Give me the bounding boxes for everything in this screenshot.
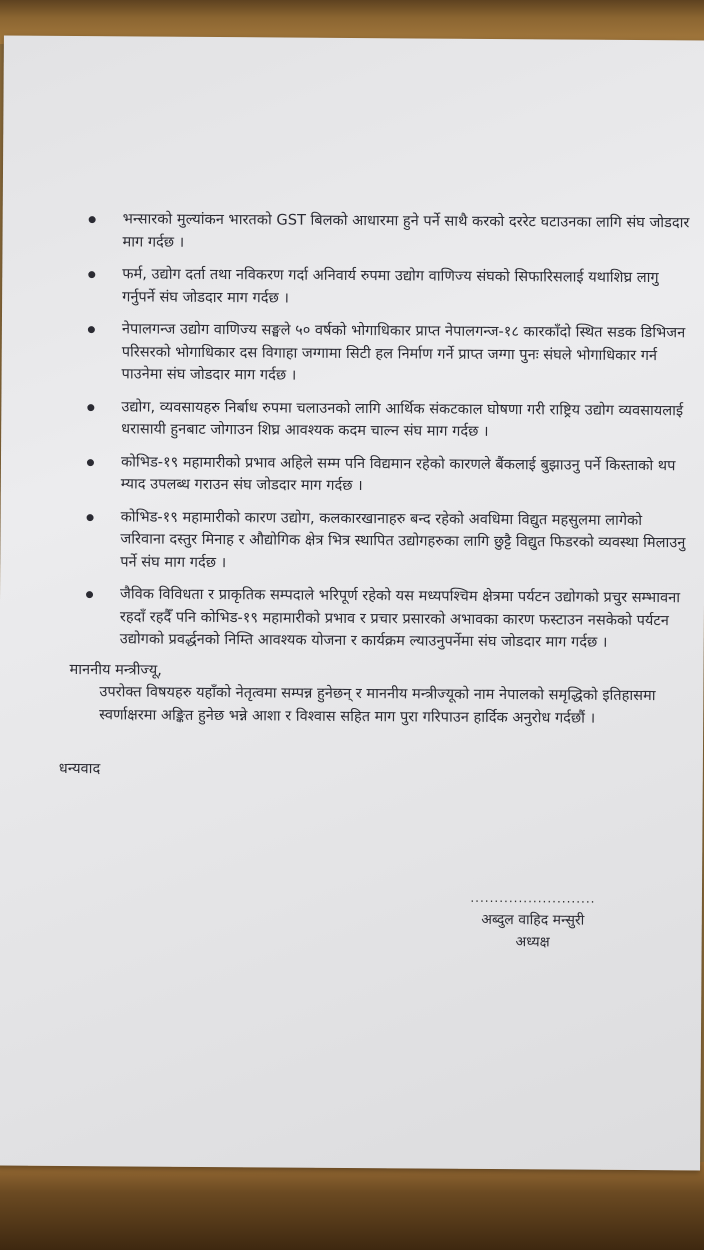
bullet-icon — [88, 271, 95, 278]
list-item: भन्सारको मुल्यांकन भारतको GST बिलको आधारमा हुने पर्ने साथै करको दररेट घटाउनका लागि संघ जोडदार माग गर्दछ । — [62, 208, 692, 257]
letter-body — [59, 208, 693, 785]
demand-list — [60, 208, 693, 655]
bullet-icon — [87, 514, 94, 521]
list-item: फर्म, उद्योग दर्ता तथा नविकरण गर्दा अनिवार्य रुपमा उद्योग वाणिज्य संघको सिफारिसलाई यथाशिघ्र लागु गर्नुपर्ने संघ जोडदार माग गर्दछ । — [62, 263, 692, 312]
signature-block — [458, 887, 608, 954]
bullet-icon — [86, 591, 93, 598]
signatory-name: अब्दुल वाहिद मन्सुरी — [481, 911, 585, 929]
list-item: नेपालगन्ज उद्योग वाणिज्य सङ्घले ५० वर्षको भोगाधिकार प्राप्त नेपालगन्ज-१८ कारकाँदो स्थित सडक डिभिजन परिसरको भोगाधिकार दस विगाहा जग्गामा सिटी हल निर्माण गर्ने प्राप्त जग्गा पुनः संघले भोगाधिकार गर्न पाउनेमा संघ जोडदार माग गर्दछ । — [62, 318, 692, 390]
bullet-icon — [87, 404, 94, 411]
paper-sheet — [0, 36, 704, 1171]
bullet-icon — [88, 326, 95, 333]
bullet-icon — [89, 216, 96, 223]
list-item: कोभिड-१९ महामारीको प्रभाव अहिले सम्म पनि विद्यमान रहेको कारणले बैंकलाई बुझाउनु पर्ने किस्ताको थप म्याद उपलब्ध गराउन संघ जोडदार माग गर्दछ । — [61, 450, 691, 499]
list-item: जैविक विविधता र प्राकृतिक सम्पदाले भरिपूर्ण रहेको यस मध्यपश्चिम क्षेत्रमा पर्यटन उद्योगको प्रचुर सम्भावना रहदाँ रहदैँ पनि कोभिड-१९ महामारीको प्रभाव र प्रचार प्रसारको अभावका कारण फस्टाउन नसकेको पर्यटन उद्योगको प्रवर्द्धनको निम्ति आवश्यक योजना र कार्यक्रम ल्याउनुपर्नेमा संघ जोडदार माग गर्दछ । — [60, 583, 690, 655]
list-item: उद्योग, व्यवसायहरु निर्बाध रुपमा चलाउनको लागि आर्थिक संकटकाल घोषणा गरी राष्ट्रिय उद्योग व्यवसायलाई धरासायी हुनबाट जोगाउन शिघ्र आवश्यक कदम चाल्न संघ माग गर्दछ । — [61, 395, 691, 444]
salutation: माननीय मन्त्रीज्यू, — [69, 660, 162, 679]
signature-line: .......................... — [470, 890, 596, 906]
desk-surface-bottom — [0, 1162, 704, 1250]
thanks-text: धन्यवाद — [58, 759, 101, 778]
signatory-title: अध्यक्ष — [515, 934, 550, 951]
bullet-icon — [87, 459, 94, 466]
closing-paragraph: उपरोक्त विषयहरु यहाँको नेतृत्वमा सम्पन्न हुनेछन् र माननीय मन्त्रीज्यूको नाम नेपालको समृद्धिको इतिहासमा स्वर्णाक्षरमा अङ्कित हुनेछ भन्ने आशा र विश्वास सहित माग पुरा गरिपाउन हार्दिक अनुरोध गर्दछौं । — [99, 683, 656, 727]
list-item: कोभिड-१९ महामारीको कारण उद्योग, कलकारखानाहरु बन्द रहेको अवधिमा विद्युत महसुलमा लागेको जरिवाना दस्तुर मिनाह र औद्योगिक क्षेत्र भित्र स्थापित उद्योगहरुका लागि छुट्टै विद्युत फिडरको व्यवस्था मिलाउनु पर्ने संघ माग गर्दछ । — [60, 505, 690, 577]
